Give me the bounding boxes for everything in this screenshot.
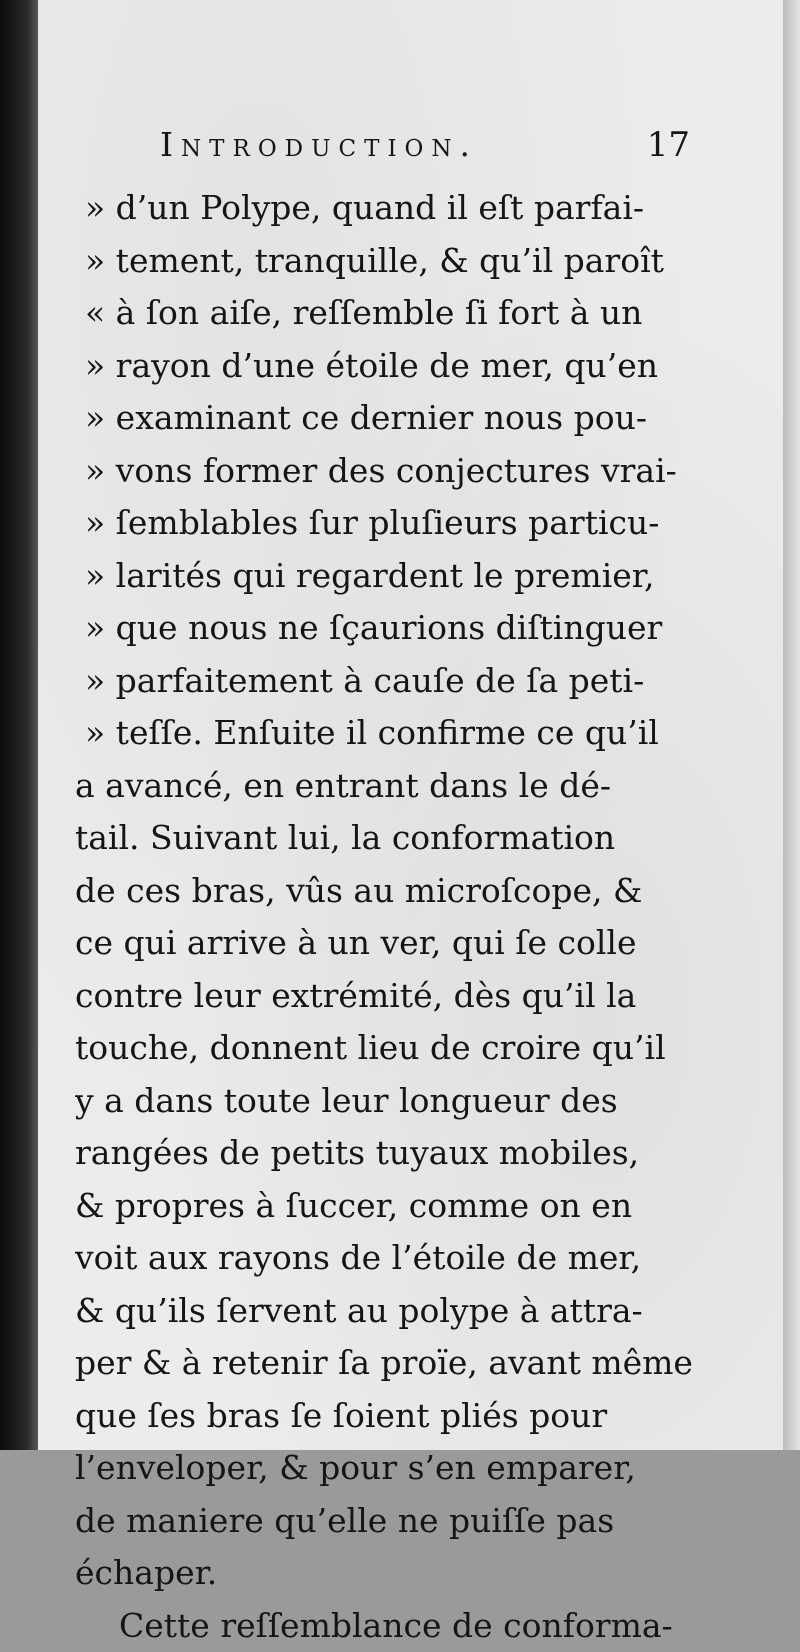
page-header (160, 125, 690, 175)
text-line: l’enveloper, & pour s’en emparer, (75, 1442, 695, 1495)
text-line: touche, donnent lieu de croire qu’il (75, 1022, 695, 1075)
text-line: « à ſon aiſe, reſſemble ſi fort à un (75, 287, 695, 340)
text-line: » parfaitement à cauſe de ſa peti- (75, 655, 695, 708)
text-line: » vons former des conjectures vrai- (75, 445, 695, 498)
text-line: échaper. (75, 1547, 695, 1600)
text-line: » que nous ne ſçaurions diſtinguer (75, 602, 695, 655)
running-head: Introduction. (160, 125, 478, 164)
text-line: a avancé, en entrant dans le dé- (75, 760, 695, 813)
text-line: » rayon d’une étoile de mer, qu’en (75, 340, 695, 393)
text-line: per & à retenir ſa proïe, avant même (75, 1337, 695, 1390)
text-line: que ſes bras ſe ſoient pliés pour (75, 1390, 695, 1443)
text-line: de ces bras, vûs au microſcope, & (75, 865, 695, 918)
text-line: » examinant ce dernier nous pou- (75, 392, 695, 445)
page-number: 17 (647, 125, 690, 165)
text-line: » teſſe. Enſuite il confirme ce qu’il (75, 707, 695, 760)
page-edge (783, 0, 800, 1450)
text-line: » tement, tranquille, & qu’il paroît (75, 235, 695, 288)
text-line: rangées de petits tuyaux mobiles, (75, 1127, 695, 1180)
text-line: & qu’ils ſervent au polype à attra- (75, 1285, 695, 1338)
text-line: » d’un Polype, quand il eſt parfai- (75, 182, 695, 235)
book-binding-shadow (0, 0, 38, 1450)
text-line: » larités qui regardent le premier, (75, 550, 695, 603)
text-line: tail. Suivant lui, la conformation (75, 812, 695, 865)
text-line: y a dans toute leur longueur des (75, 1075, 695, 1128)
text-line: de maniere qu’elle ne puiſſe pas (75, 1495, 695, 1548)
text-line: » ſemblables ſur pluſieurs particu- (75, 497, 695, 550)
text-line: & propres à ſuccer, comme on en (75, 1180, 695, 1233)
text-line: Cette reſſemblance de conforma- (75, 1600, 695, 1652)
body-text (75, 182, 695, 1652)
text-line: ce qui arrive à un ver, qui ſe colle (75, 917, 695, 970)
text-line: voit aux rayons de l’étoile de mer, (75, 1232, 695, 1285)
text-line: contre leur extrémité, dès qu’il la (75, 970, 695, 1023)
